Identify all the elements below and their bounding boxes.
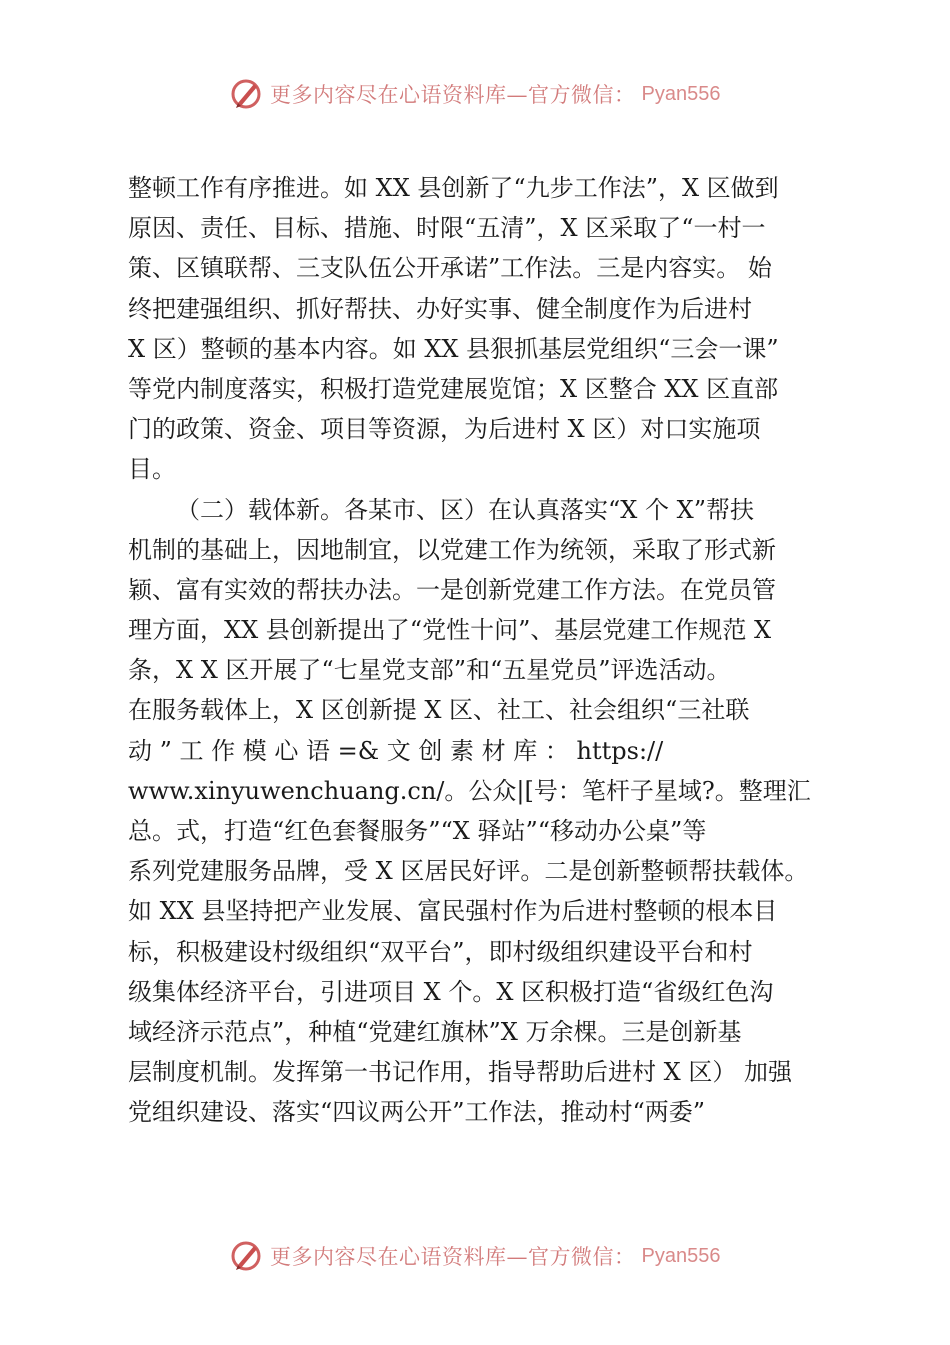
text-line: 理方面，XX 县创新提出了“党性十问”、基层党建工作规范 X [128,616,772,645]
text-line: X 区）整顿的基本内容。如 XX 县狠抓基层党组织“三会一课” [128,334,779,363]
text-line: 层制度机制。发挥第一书记作用，指导帮助后进村 X 区） 加强 [128,1058,792,1087]
paragraph-1 [128,168,848,490]
watermark-wechat-id: Pyan556 [641,1244,721,1267]
text-line: 原因、责任、目标、措施、时限“五清”，X 区采取了“一村一 [128,214,766,243]
paragraph-2 [128,490,848,1133]
text-line: 总。式，打造“红色套餐服务”“X 驿站”“移动办公桌”等 [128,817,707,845]
watermark-text: 更多内容尽在心语资料库—官方微信： [270,1245,636,1269]
text-line: 级集体经济平台，引进项目 X 个。X 区积极打造“省级红色沟 [128,977,774,1006]
text-line: 门的政策、资金、项目等资源，为后进村 X 区）对口实施项 [128,415,761,444]
text-line: 整顿工作有序推进。如 XX 县创新了“九步工作法”，X 区做到 [128,174,779,202]
watermark-footer [228,1236,748,1276]
text-line: 在服务载体上，X 区创新提 X 区、社工、社会组织“三社联 [128,696,750,725]
text-line: 如 XX 县坚持把产业发展、富民强村作为后进村整顿的根本目 [128,897,778,926]
text-line: 标，积极建设村级组织“双平台”，即村级组织建设平台和村 [128,937,753,966]
pen-logo-icon [228,76,264,112]
text-line: 颖、富有实效的帮扶办法。一是创新党建工作方法。在党员管 [128,575,776,604]
text-line: 等党内制度落实，积极打造党建展览馆；X 区整合 XX 区直部 [128,374,779,403]
watermark-header [228,74,748,114]
watermark-text: 更多内容尽在心语资料库—官方微信： [270,83,636,107]
text-line: 域经济示范点”，种植“党建红旗林”X 万余棵。三是创新基 [128,1017,742,1046]
text-line: 条，X X 区开展了“七星党支部”和“五星党员”评选活动。 [128,656,731,685]
text-line: www.xinyuwenchuang.cn/。公众|[号：笔杆子星域?。整理汇 [128,776,811,805]
text-line: 机制的基础上，因地制宜，以党建工作为统领，采取了形式新 [128,535,776,564]
text-line: 党组织建设、落实“四议两公开”工作法，推动村“两委” [128,1098,706,1127]
watermark-wechat-id: Pyan556 [641,82,721,105]
text-line: 动 ” 工 作 模 心 语 =& 文 创 素 材 库 ： https:// [128,736,664,765]
text-line: 目。 [128,455,176,484]
text-line: 系列党建服务品牌，受 X 区居民好评。二是创新整顿帮扶载体。 [128,857,809,886]
text-line: （二）载体新。各某市、区）在认真落实“X 个 X”帮扶 [176,495,754,524]
pen-logo-icon [228,1238,264,1274]
document-body [128,168,848,1133]
text-line: 终把建强组织、抓好帮扶、办好实事、健全制度作为后进村 [128,294,752,323]
text-line: 策、区镇联帮、三支队伍公开承诺”工作法。三是内容实。 始 [128,254,772,283]
